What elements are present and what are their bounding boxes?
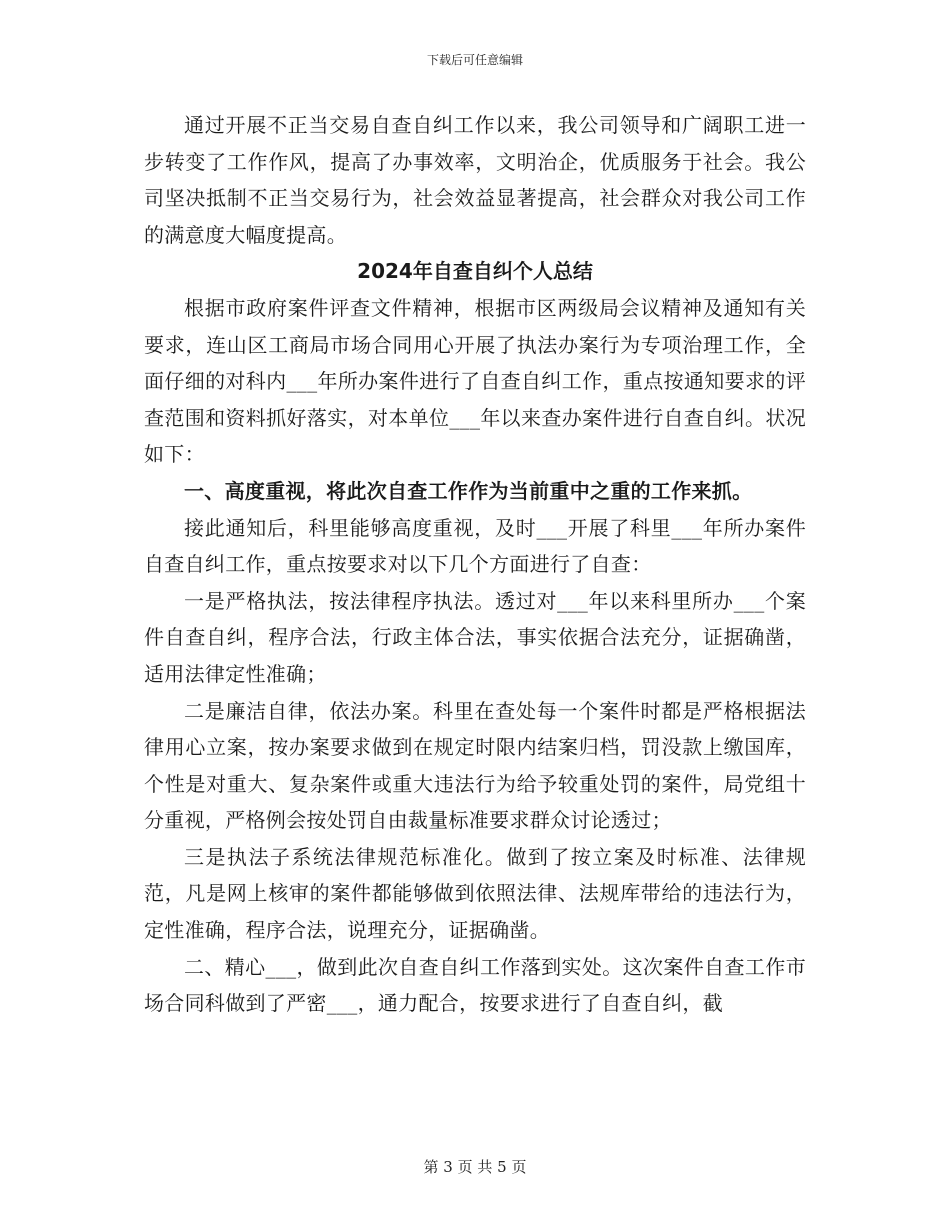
paragraph-2: 接此通知后，科里能够高度重视，及时___开展了科里___年所办案件自查自纠工作，重点按要求对以下几个方面进行了自查： bbox=[144, 515, 806, 577]
page-header: 下载后可任意编辑 bbox=[426, 53, 523, 67]
paragraph-3: 一是严格执法，按法律程序执法。透过对___年以来科里所办___个案件自查自纠，程序合法，行政主体合法，事实依据合法充分，证据确凿，适用法律定性准确； bbox=[144, 588, 806, 686]
paragraph-6: 二、精心___，做到此次自查自纠工作落到实处。这次案件自查工作市场合同科做到了严密___，通力配合，按要求进行了自查自纠，截 bbox=[144, 954, 806, 1016]
intro-paragraph: 通过开展不正当交易自查自纠工作以来，我公司领导和广阔职工进一步转变了工作作风，提高了办事效率，文明治企，优质服务于社会。我公司坚决抵制不正当交易行为，社会效益显著提高，社会群众对我公司工作的满意度大幅度提高。 bbox=[144, 113, 806, 247]
paragraph-4: 二是廉洁自律，依法办案。科里在查处每一个案件时都是严格根据法律用心立案，按办案要求做到在规定时限内结案归档，罚没款上缴国库，个性是对重大、复杂案件或重大违法行为给予较重处罚的案件，局党组十分重视，严格例会按处罚自由裁量标准要求群众讨论透过； bbox=[144, 698, 806, 833]
paragraph-1: 根据市政府案件评查文件精神，根据市区两级局会议精神及通知有关要求，连山区工商局市场合同用心开展了执法办案行为专项治理工作，全面仔细的对科内___年所办案件进行了自查自纠工作，重点按通知要求的评查范围和资料抓好落实，对本单位___年以来查办案件进行自查自纠。状况如下： bbox=[144, 295, 806, 467]
section-title: 2024年自查自纠个人总结 bbox=[357, 259, 593, 284]
heading-1: 一、高度重视，将此次自查工作作为当前重中之重的工作来抓。 bbox=[184, 478, 753, 503]
document-body bbox=[144, 107, 806, 1022]
paragraph-5: 三是执法子系统法律规范标准化。做到了按立案及时标准、法律规范，凡是网上核审的案件都能够做到依照法律、法规库带给的违法行为，定性准确，程序合法，说理充分，证据确凿。 bbox=[144, 844, 806, 943]
page-footer: 第 3 页 共 5 页 bbox=[423, 1158, 527, 1176]
